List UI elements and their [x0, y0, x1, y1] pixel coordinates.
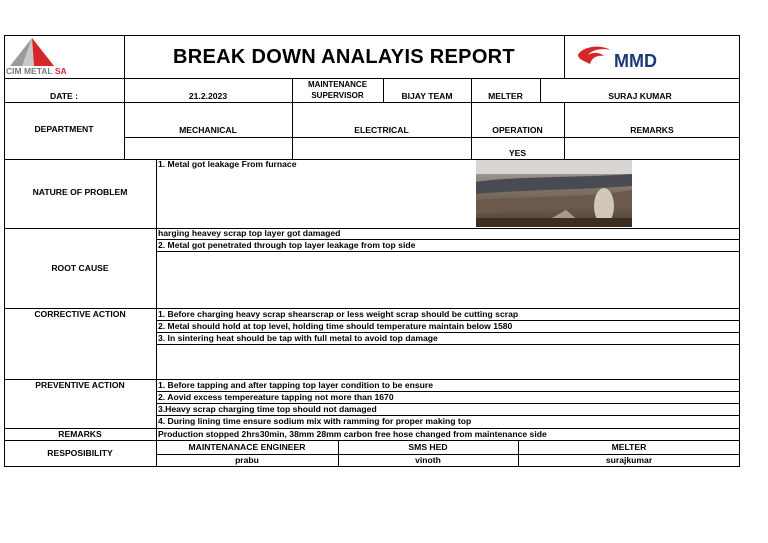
role-maintenance-engineer: MAINTENANACE ENGINEER [188, 442, 306, 452]
name-sms-hed: vinoth [415, 455, 441, 465]
supervisor-label-line1: MAINTENANCE [307, 80, 368, 89]
department-mechanical: MECHANICAL [179, 125, 237, 135]
name-maintenance-engineer: prabu [235, 455, 259, 465]
department-label: DEPARTMENT [34, 124, 94, 134]
responsibility-label: RESPOSIBILITY [47, 448, 113, 458]
cim-metal-logo [6, 38, 122, 77]
corrective-action-label: CORRECTIVE ACTION [34, 309, 126, 319]
role-melter: MELTER [611, 442, 647, 452]
corrective-action-line-2: 2. Metal should hold at top level, holding time should temperature maintain below 1580 [158, 321, 513, 331]
corrective-action-line-1: 1. Before charging heavy scrap shearscrap or less weight scrap should be cutting scrap [158, 309, 519, 319]
nature-of-problem-line-1: 1. Metal got leakage From furnace [158, 159, 297, 169]
furnace-photo [476, 160, 632, 227]
root-cause-label: ROOT CAUSE [51, 263, 109, 273]
name-melter: surajkumar [605, 455, 653, 465]
preventive-action-line-3: 3.Heavy scrap charging time top should not damaged [158, 404, 377, 414]
nature-of-problem-label: NATURE OF PROBLEM [32, 187, 128, 197]
supervisor-value: BIJAY TEAM [401, 91, 453, 101]
date-value: 21.2.2023 [188, 91, 228, 101]
melter-label: MELTER [488, 91, 523, 101]
mmd-logo [570, 40, 738, 76]
preventive-action-line-1: 1. Before tapping and after tapping top layer condition to be ensure [158, 380, 434, 390]
company-left-suffix: SA [54, 66, 67, 76]
root-cause-line-1: harging heavey scrap top layer got damaged [158, 228, 341, 238]
triangle-logo-icon [10, 38, 60, 68]
corrective-action-line-3: 3. In sintering heat should be tap with full metal to avoid top damage [158, 333, 438, 343]
date-label: DATE : [49, 91, 78, 101]
supervisor-label-line2: SUPERVISOR [311, 91, 364, 100]
preventive-action-line-4: 4. During lining time ensure sodium mix with ramming for proper making top [158, 416, 472, 426]
preventive-action-line-2: 2. Aovid excess tempereature tapping not more than 1670 [158, 392, 394, 402]
department-operation: OPERATION [492, 125, 543, 135]
preventive-action-label: PREVENTIVE ACTION [35, 380, 125, 390]
company-left-name: CIM METAL [6, 66, 53, 76]
department-electrical: ELECTRICAL [354, 125, 409, 135]
remarks-label: REMARKS [58, 429, 102, 439]
melter-value: SURAJ KUMAR [608, 91, 672, 101]
root-cause-line-2: 2. Metal got penetrated through top layer leakage from top side [158, 240, 416, 250]
company-right-name: MMD [614, 51, 657, 71]
report-title: BREAK DOWN ANALAYIS REPORT [173, 46, 515, 68]
mmd-swoosh-icon [576, 44, 612, 66]
operation-value: YES [508, 148, 527, 158]
remarks-value: Production stopped 2hrs30min, 38mm 28mm carbon free hose changed from maintenance side [158, 429, 547, 439]
role-sms-hed: SMS HED [408, 442, 448, 452]
department-remarks: REMARKS [630, 125, 674, 135]
